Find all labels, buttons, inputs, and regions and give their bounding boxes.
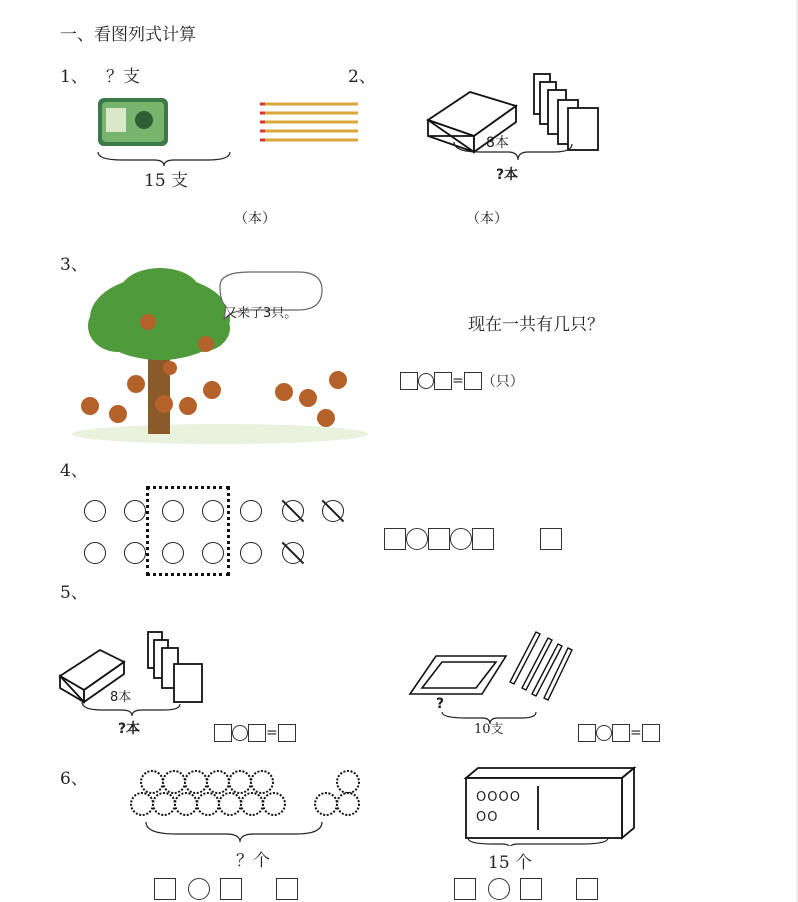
- books-stack-icon: [148, 632, 202, 702]
- q5-equation-left: [214, 722, 296, 742]
- answer-box[interactable]: [278, 724, 296, 742]
- crossed-circle: [322, 500, 344, 522]
- q2-question-label: ?本: [496, 167, 519, 183]
- q2-book-label: 8本: [486, 135, 509, 151]
- answer-box[interactable]: [612, 724, 630, 742]
- pencil-box-image: [98, 98, 168, 146]
- monkey-tree-scene: [70, 266, 370, 446]
- answer-box[interactable]: [454, 878, 476, 900]
- answer-box[interactable]: [248, 724, 266, 742]
- q5-tray-pencils-illustration: [406, 626, 576, 726]
- circle: [240, 500, 262, 522]
- answer-box[interactable]: [576, 878, 598, 900]
- q4-result-box: [540, 528, 562, 550]
- operator-circle[interactable]: [450, 528, 472, 550]
- answer-box[interactable]: [428, 528, 450, 550]
- q5-number: 5、: [60, 583, 88, 603]
- answer-box[interactable]: [384, 528, 406, 550]
- q1-question-label: ？支: [106, 67, 140, 87]
- operator-circle[interactable]: [488, 878, 510, 900]
- q3-equation: [400, 370, 524, 391]
- operator-circle[interactable]: [596, 725, 612, 741]
- answer-box[interactable]: [472, 528, 494, 550]
- q2-number: 2、: [348, 67, 376, 87]
- q5-book-label: 8本: [110, 690, 132, 705]
- q5-question-label: ?本: [118, 721, 141, 737]
- q1-illustration: [92, 94, 372, 174]
- answer-box[interactable]: [520, 878, 542, 900]
- equals-sign: =: [452, 372, 464, 389]
- brace: [146, 822, 322, 842]
- books-stack-icon: [534, 74, 598, 150]
- answer-box[interactable]: [434, 372, 452, 390]
- operator-circle[interactable]: [406, 528, 428, 550]
- circle: [124, 542, 146, 564]
- pencils-icon: [510, 632, 572, 700]
- operator-circle[interactable]: [232, 725, 248, 741]
- q5-tray-label: ?: [436, 696, 445, 712]
- answer-box[interactable]: [642, 724, 660, 742]
- q4-number: 4、: [60, 461, 88, 481]
- q5-books-illustration: [56, 628, 216, 718]
- circle: [84, 500, 106, 522]
- q4-equation: [384, 528, 494, 550]
- q1-unit-paren: （本）: [234, 211, 276, 227]
- dashed-selection-box: [146, 486, 230, 576]
- q6-equation-right: [454, 878, 598, 900]
- operator-circle[interactable]: [418, 373, 434, 389]
- answer-box[interactable]: [276, 878, 298, 900]
- q6-flowers-illustration: [126, 768, 366, 848]
- crossed-circle: [282, 542, 304, 564]
- answer-box[interactable]: [578, 724, 596, 742]
- flower-icon-group: [131, 771, 359, 815]
- q6-box-illustration: [462, 764, 642, 846]
- answer-box[interactable]: [400, 372, 418, 390]
- answer-box[interactable]: [540, 528, 562, 550]
- q3-number: 3、: [60, 255, 88, 275]
- crossed-circle: [282, 500, 304, 522]
- q3-unit: （只）: [481, 373, 524, 390]
- brace: [468, 838, 608, 846]
- q1-total-label: 15 支: [144, 171, 189, 191]
- circle: [240, 542, 262, 564]
- box-row1: OOOO: [476, 790, 521, 805]
- equals-sign: =: [266, 724, 278, 741]
- equals-sign: =: [630, 724, 642, 741]
- q6-question-label: ？个: [236, 851, 270, 871]
- q6-equation-left: [154, 878, 298, 900]
- brace: [98, 152, 230, 166]
- q6-number: 6、: [60, 769, 88, 789]
- pencil-tray-icon: [410, 656, 506, 694]
- box-row2: OO: [476, 810, 499, 825]
- operator-circle[interactable]: [188, 878, 210, 900]
- answer-box[interactable]: [464, 372, 482, 390]
- q5-pencil-label: 10支: [474, 722, 504, 737]
- q3-question: 现在一共有几只？: [468, 315, 604, 335]
- q1-number: 1、: [60, 67, 88, 87]
- circle: [124, 500, 146, 522]
- q6-total-label: 15 个: [488, 853, 533, 873]
- q5-equation-right: [578, 722, 660, 742]
- answer-box[interactable]: [154, 878, 176, 900]
- q2-unit-paren: （本）: [466, 211, 508, 227]
- circle: [84, 542, 106, 564]
- section-title: 一、看图列式计算: [60, 25, 196, 45]
- answer-box[interactable]: [214, 724, 232, 742]
- speech-bubble-text: 又来了3只。: [224, 306, 298, 321]
- pencils-icon: [260, 103, 358, 142]
- q2-illustration: [420, 70, 620, 180]
- answer-box[interactable]: [220, 878, 242, 900]
